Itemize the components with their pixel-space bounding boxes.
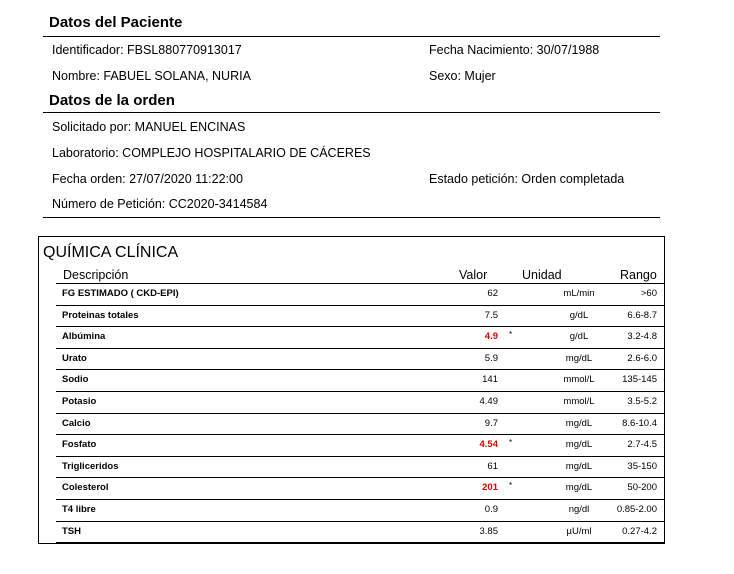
result-value: 3.85	[479, 525, 498, 537]
abnormal-flag: *	[509, 438, 513, 448]
order-title-rule	[43, 112, 660, 113]
table-row	[56, 500, 664, 522]
table-row	[56, 522, 664, 544]
result-range: 135-145	[622, 374, 657, 386]
order-request-number: Número de Petición: CC2020-3414584	[52, 197, 268, 211]
result-description: Albúmina	[62, 331, 106, 343]
result-range: >60	[640, 288, 657, 299]
column-header-value: Valor	[459, 268, 488, 282]
result-description: Urato	[62, 352, 87, 364]
result-value: 4.9	[484, 331, 498, 343]
table-row	[56, 306, 664, 328]
result-unit: mmol/L	[563, 396, 595, 407]
abnormal-flag: *	[509, 481, 513, 491]
result-unit: g/dL	[569, 331, 589, 343]
result-value: 4.54	[479, 439, 498, 451]
order-section-title: Datos de la orden	[49, 92, 175, 109]
result-description: Sodio	[62, 374, 89, 386]
result-description: T4 libre	[62, 504, 96, 515]
result-description: Potasio	[62, 396, 97, 407]
result-value: 61	[487, 460, 498, 472]
result-range: 0.27-4.2	[622, 525, 657, 537]
result-range: 6.6-8.7	[627, 309, 657, 321]
result-range: 3.5-5.2	[627, 396, 657, 407]
result-unit: g/dL	[569, 309, 589, 321]
result-unit: µU/ml	[566, 525, 592, 537]
lab-section-title: QUÍMICA CLÍNICA	[43, 244, 179, 261]
result-description: Colesterol	[62, 482, 109, 494]
patient-name: Nombre: FABUEL SOLANA, NURIA	[52, 69, 251, 83]
result-range: 2.7-4.5	[627, 439, 657, 451]
result-value: 141	[482, 374, 498, 386]
patient-birth-date: Fecha Nacimiento: 30/07/1988	[429, 43, 600, 57]
result-description: Proteinas totales	[62, 309, 139, 321]
result-description: FG ESTIMADO ( CKD-EPI)	[62, 288, 179, 299]
result-unit: ng/dl	[568, 504, 590, 515]
column-header-range: Rango	[620, 268, 657, 282]
result-value: 9.7	[484, 417, 498, 429]
patient-title-rule	[43, 36, 660, 37]
table-row	[56, 478, 664, 500]
result-unit: mg/dL	[565, 439, 593, 451]
result-value: 201	[482, 482, 498, 494]
result-range: 8.6-10.4	[622, 417, 657, 429]
order-bottom-rule	[43, 217, 660, 218]
result-unit: mg/dL	[565, 460, 593, 472]
order-status: Estado petición: Orden completada	[429, 172, 625, 186]
table-row	[56, 457, 664, 479]
result-range: 0.85-2.00	[616, 504, 657, 515]
result-range: 3.2-4.8	[627, 331, 657, 343]
result-unit: mmol/L	[563, 374, 595, 386]
result-unit: mg/dL	[565, 352, 593, 364]
order-laboratory: Laboratorio: COMPLEJO HOSPITALARIO DE CÁCERES	[52, 146, 371, 160]
patient-identifier: Identificador: FBSL880770913017	[52, 43, 242, 57]
result-value: 0.9	[484, 504, 498, 515]
column-header-description: Descripción	[63, 268, 129, 282]
result-value: 7.5	[484, 309, 498, 321]
result-unit: mg/dL	[565, 417, 593, 429]
order-date: Fecha orden: 27/07/2020 11:22:00	[52, 172, 243, 186]
result-range: 2.6-6.0	[627, 352, 657, 364]
result-unit: mg/dL	[565, 482, 593, 494]
result-description: Trigliceridos	[62, 460, 119, 472]
table-row	[56, 327, 664, 349]
order-requested-by: Solicitado por: MANUEL ENCINAS	[52, 120, 246, 134]
result-description: Calcio	[62, 417, 91, 429]
patient-section-title: Datos del Paciente	[49, 14, 183, 31]
table-row	[56, 392, 664, 414]
column-header-unit: Unidad	[522, 268, 562, 282]
table-row	[56, 370, 664, 392]
result-value: 62	[487, 288, 498, 299]
result-range: 35-150	[627, 460, 657, 472]
result-description: TSH	[62, 525, 81, 537]
result-value: 5.9	[484, 352, 498, 364]
result-value: 4.49	[479, 396, 498, 407]
table-row	[56, 349, 664, 371]
patient-sex: Sexo: Mujer	[429, 69, 496, 83]
table-row	[56, 284, 664, 306]
result-unit: mL/min	[563, 288, 595, 299]
table-row	[56, 414, 664, 436]
result-description: Fosfato	[62, 439, 97, 451]
abnormal-flag: *	[509, 330, 513, 340]
table-row	[56, 435, 664, 457]
result-range: 50-200	[627, 482, 657, 494]
lab-results-box	[38, 236, 665, 544]
